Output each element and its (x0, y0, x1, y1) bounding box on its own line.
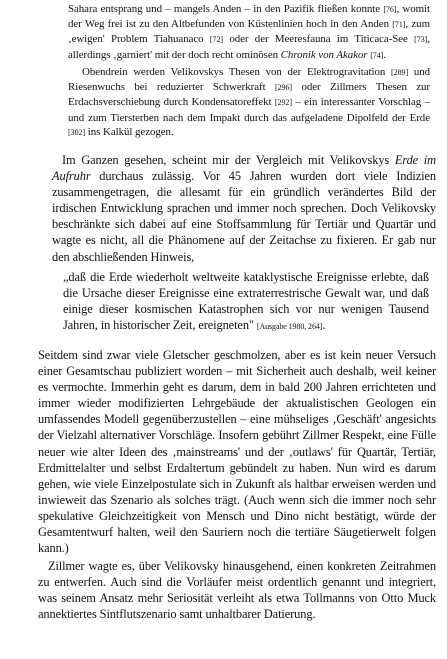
book-title: Chronik von Akakor (280, 48, 368, 61)
text-run: , zum ‚ewigen' Problem Tiahuanaco (68, 18, 430, 46)
book-title: Erde im Aufruhr (52, 153, 436, 184)
text-run: Sahara entsprang und – mangels Anden – in den Pazifik fließen konnte (68, 3, 384, 15)
text-run: , allerdings ‚garniert' mit der doch recht ominösen (68, 33, 430, 61)
text-run: . (383, 48, 387, 61)
text-run: oder der Meeresfauna im Titicaca-See (223, 33, 415, 46)
text-run: durchaus zulässig. Vor 45 Jahren wurden dort viele Indizien zusammengetragen, die allesamt für ein gründlich verändertes Bild der irdischen Entwicklung sprachen und immer noch sprechen. Doch Velikovsky beschränkte sich dabei auf eine Stoffsammlung für Tertiär und Quartär und wagte es nicht, all die Phänomene auf der Zeitachse zu fixieren. Er gab nur den abschließenden Hinweis, (52, 169, 436, 264)
citation: [72] (209, 35, 224, 45)
citation: [289] (391, 68, 409, 77)
citation: [296] (274, 83, 293, 93)
paragraph-1 (68, 2, 430, 63)
quote-text: „daß die Erde wiederholt weltweite kataklystische Ereignisse erlebte, daß die Ursache dieser Ereignisse eine extraterrestrische Gewalt war, und daß einige dieser kosmischen Katastrophen sich vor nur wenigen Tausend Jahren, in historischer Zeit, ereigneten" (63, 270, 429, 333)
text-run: Obendrein werden Velikovskys Thesen von der Elektrogravitation (82, 66, 392, 78)
citation: [302] (68, 127, 86, 137)
citation: [73] (414, 35, 428, 45)
text-run: ins Kalkül gezogen. (85, 125, 174, 138)
text-run: Im Ganzen gesehen, scheint mir der Vergleich mit Velikovskys (62, 153, 395, 167)
citation: [Ausgabe 1980, 264] (256, 322, 323, 332)
paragraph-2 (68, 65, 430, 140)
paragraph-3 (52, 152, 436, 265)
paragraph-4: Seitdem sind zwar viele Gletscher geschmolzen, aber es ist kein neuer Versuch einer Gesamtschau publiziert worden – mit Sicherheit auch deshalb, weil keiner es vermochte. Immerhin geht es darum, dem in bald 200 Jahren errichteten und immer wieder modifizierten Lehrgebäude der aktualistischen Geologen ein umfassendes Modell gegenüberzustellen – eine mühseliges ‚Geschäft' angesichts der Vielzahl alternativer Vorschläge. Insofern gebührt Zillmer Respekt, eine Fülle neuer wie alter Ideen des ‚mainstreams' und der ‚outlaws' für Quartär, Tertiär, Erdmittelalter und selbst Erdaltertum gebündelt zu haben. Nun wird es darum gehen, wie viele Einzelpostulate sich in Zukunft als haltbar erweisen werden und inwieweit das Szenario als solches trägt. (Auch wenn sich die immer noch sehr spekulative Gleichzeitigkeit von Mensch und Dino nicht bestätigt, würde der Gesamtentwurf halten, weil den Sauriern noch die tertiäre Säugetierwelt folgen kann.) (38, 348, 436, 556)
citation: [71] (392, 20, 406, 30)
citation: [292] (274, 98, 292, 108)
text-run: , womit der Weg frei ist zu den Altbefunden von Küstenlinien hoch in den Anden (68, 3, 430, 31)
text-run: – ein interessanter Vorschlag – und zum Tiersterben nach dem Impakt durch das aufgeladene Dipolfeld der Erde (68, 96, 430, 124)
text-run: . (322, 318, 326, 333)
citation: [76] (383, 5, 397, 14)
paragraph-5: Zillmer wagte es, über Velikovsky hinausgehend, einen konkreten Zeitrahmen zu entwerfen. Auch sind die Vorläufer meist ordentlich genannt und integriert, was seinem Ansatz mehr Seriosität verleiht als etwa Tollmanns von Otto Muck annektiertes Sintflutszenario samt unhaltbarer Datierung. (38, 559, 436, 622)
block-quote (63, 269, 429, 335)
text-run: oder Zillmers Thesen zur Erdachsverschiebung durch Kondensatoreffekt (68, 81, 430, 109)
text-run: und Riesenwuchs bei reduzierter Schwerkraft (68, 66, 431, 94)
citation: [74] (370, 50, 384, 60)
